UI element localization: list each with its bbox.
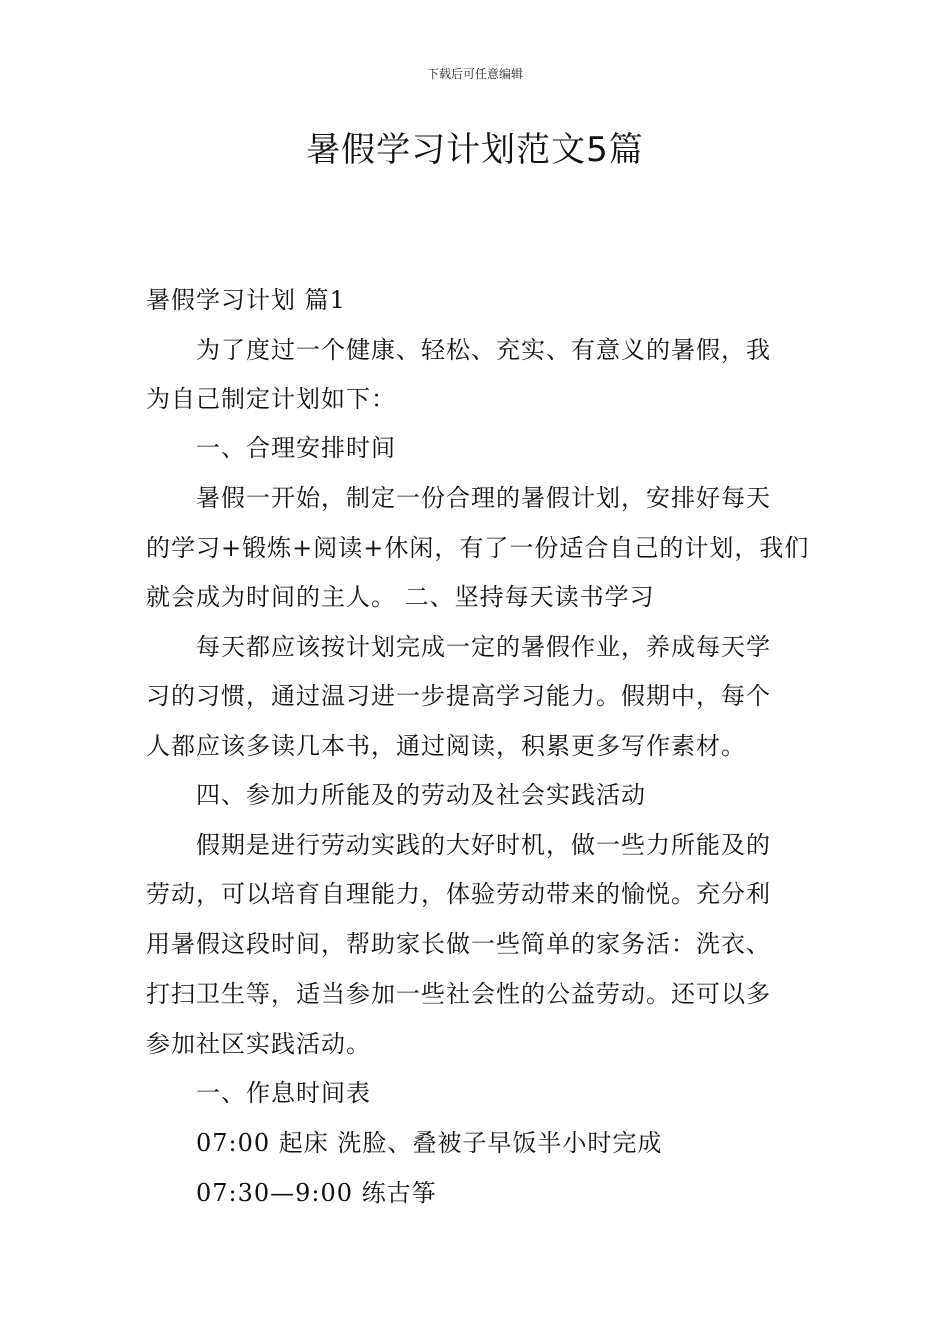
paragraph-line: 用暑假这段时间，帮助家长做一些简单的家务活：洗衣、	[146, 930, 771, 958]
paragraph-line: 的学习+锻炼+阅读+休闲，有了一份适合自己的计划，我们	[146, 534, 810, 562]
subheading: 一、合理安排时间	[196, 434, 396, 462]
paragraph-line: 参加社区实践活动。	[146, 1030, 371, 1058]
paragraph-line: 劳动，可以培育自理能力，体验劳动带来的愉悦。充分利	[146, 880, 771, 908]
paragraph-line: 为自己制定计划如下：	[146, 385, 396, 413]
paragraph-line: 每天都应该按计划完成一定的暑假作业，养成每天学	[196, 633, 771, 661]
paragraph-line: 习的习惯，通过温习进一步提高学习能力。假期中，每个	[146, 682, 771, 710]
document-title: 暑假学习计划范文5篇	[306, 130, 644, 170]
subheading: 一、作息时间表	[196, 1079, 371, 1107]
paragraph-line: 假期是进行劳动实践的大好时机，做一些力所能及的	[196, 831, 771, 859]
subheading: 四、参加力所能及的劳动及社会实践活动	[196, 781, 646, 809]
paragraph-line: 就会成为时间的主人。 二、坚持每天读书学习	[146, 583, 655, 611]
paragraph-line: 暑假一开始，制定一份合理的暑假计划，安排好每天	[196, 484, 771, 512]
paragraph-line: 打扫卫生等，适当参加一些社会性的公益劳动。还可以多	[146, 980, 771, 1008]
paragraph-line: 为了度过一个健康、轻松、充实、有意义的暑假，我	[196, 336, 771, 364]
page-header-note: 下载后可任意编辑	[426, 67, 523, 81]
schedule-line: 07:00 起床 洗脸、叠被子早饭半小时完成	[196, 1129, 663, 1157]
paragraph-line: 人都应该多读几本书，通过阅读，积累更多写作素材。	[146, 732, 746, 760]
section-heading: 暑假学习计划 篇1	[146, 286, 346, 314]
schedule-line: 07:30—9:00 练古筝	[196, 1179, 437, 1207]
